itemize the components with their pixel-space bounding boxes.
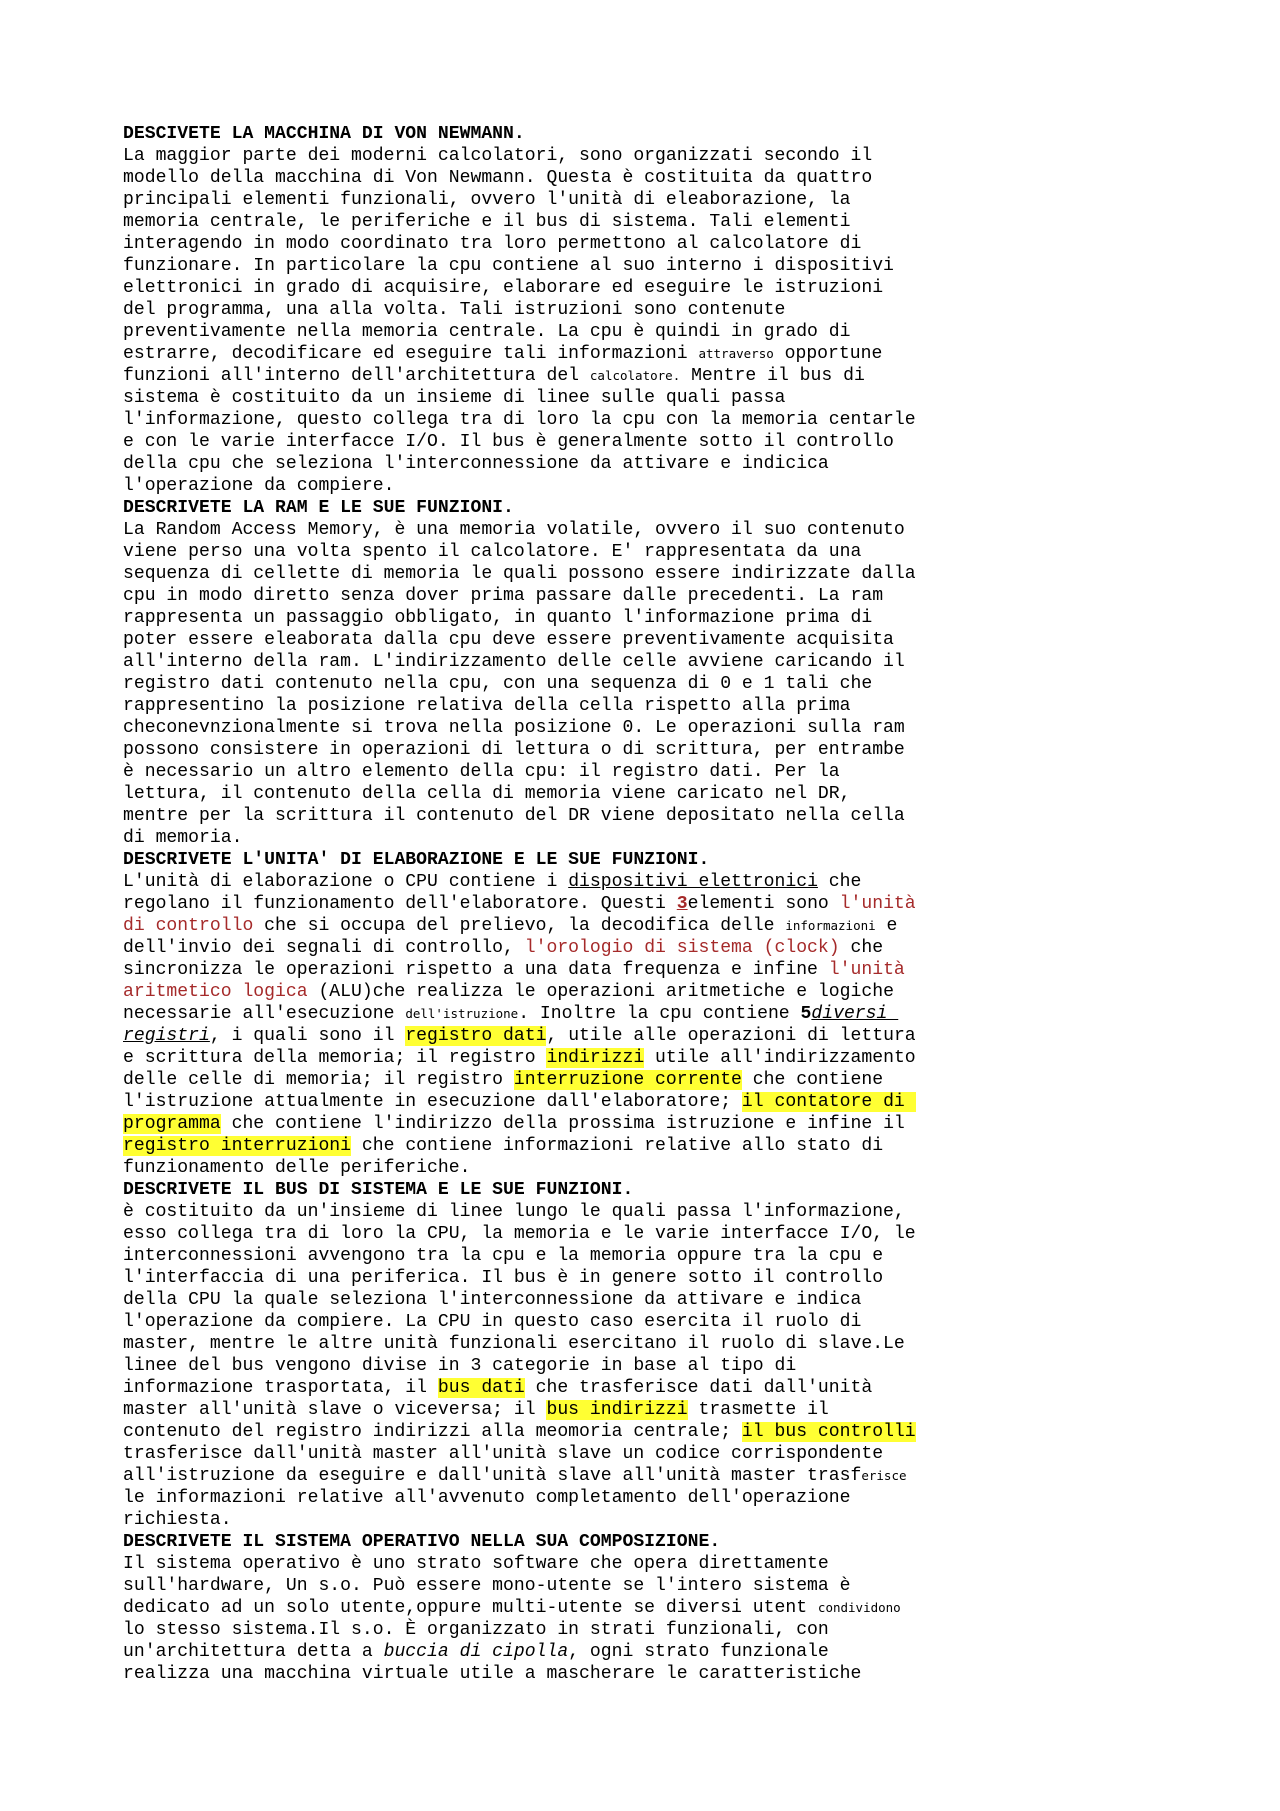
text-line	[123, 1003, 1163, 1025]
section-heading	[123, 849, 1163, 871]
small-text: condividono	[817, 1600, 901, 1615]
text-line	[123, 321, 1163, 343]
text-run: funzionare. In particolare la cpu contiene al suo interno i dispositivi	[123, 256, 894, 276]
text-run: dedicato ad un solo utente,oppure multi-utente se diversi utent	[123, 1598, 818, 1618]
text-line	[123, 981, 1163, 1003]
text-run: possono consistere in operazioni di lettura o di scrittura, per entrambe	[123, 740, 905, 760]
text-run: sull'hardware, Un s.o. Può essere mono-utente se l'intero sistema è	[123, 1576, 851, 1596]
text-run: interagendo in modo coordinato tra loro permettono al calcolatore di	[123, 234, 862, 254]
colored-text: aritmetico logica	[123, 982, 308, 1002]
text-run: master, mentre le altre unità funzionali esercitano il ruolo di slave.Le	[123, 1334, 905, 1354]
text-line	[123, 1201, 1163, 1223]
text-line	[123, 607, 1163, 629]
text-run: funzionamento delle periferiche.	[123, 1158, 471, 1178]
text-line	[123, 1597, 1163, 1619]
text-run: informazione trasportata, il	[123, 1378, 438, 1398]
text-line	[123, 1663, 1163, 1685]
italic-text: buccia di cipolla	[383, 1642, 569, 1662]
text-run: master all'unità slave o viceversa; il	[123, 1400, 547, 1420]
text-run: regolano il funzionamento dell'elaboratore. Questi	[123, 894, 677, 914]
text-run: utile all'indirizzamento	[644, 1048, 916, 1068]
text-run: funzioni all'interno dell'architettura del	[123, 366, 590, 386]
text-run: e scrittura della memoria; il registro	[123, 1048, 547, 1068]
text-run: un'architettura detta a	[123, 1642, 384, 1662]
underlined-text: diversi	[811, 1004, 899, 1024]
text-run: necessarie all'esecuzione	[123, 1004, 406, 1024]
text-line	[123, 761, 1163, 783]
text-run: che	[839, 938, 884, 958]
text-run: , ogni strato funzionale	[568, 1642, 829, 1662]
text-run: e	[875, 916, 898, 936]
text-run: sistema è costituito da un insieme di linee sulle quali passa	[123, 388, 786, 408]
text-run: all'istruzione da eseguire e dall'unità slave all'unità master trasf	[123, 1466, 862, 1486]
text-run: elementi sono	[687, 894, 840, 914]
text-run: realizza una macchina virtuale utile a mascherare le caratteristiche	[123, 1664, 862, 1684]
text-run: l'operazione da compiere. La CPU in questo caso esercita il ruolo di	[123, 1312, 862, 1332]
text-run: La Random Access Memory, è una memoria volatile, ovvero il suo contenuto	[123, 520, 905, 540]
text-run: del programma, una alla volta. Tali istruzioni sono contenute	[123, 300, 786, 320]
text-line	[123, 783, 1163, 805]
text-line	[123, 409, 1163, 431]
text-run: l'informazione, questo collega tra di loro la cpu con la memoria centarle	[123, 410, 916, 430]
text-line	[123, 1487, 1163, 1509]
highlighted-text: il contatore di	[741, 1092, 916, 1112]
highlighted-text: registro interruzioni	[123, 1136, 352, 1156]
highlighted-text: registro dati	[405, 1026, 547, 1046]
text-run: lettura, il contenuto della cella di memoria viene caricato nel DR,	[123, 784, 851, 804]
text-run: di memoria.	[123, 828, 243, 848]
text-run: , i quali sono il	[209, 1026, 406, 1046]
text-run: , utile alle operazioni di lettura	[546, 1026, 916, 1046]
text-run: l'operazione da compiere.	[123, 476, 395, 496]
bold-text: DESCRIVETE LA RAM E LE SUE FUNZIONI.	[123, 498, 514, 518]
text-run: rappresenta un passaggio obbligato, in quanto l'informazione prima di	[123, 608, 873, 628]
text-line	[123, 387, 1163, 409]
text-run: della cpu che seleziona l'interconnessione da attivare e indicica	[123, 454, 829, 474]
text-run: lo stesso sistema.Il s.o. È organizzato in strati funzionali, con	[123, 1620, 829, 1640]
text-line	[123, 915, 1163, 937]
text-line	[123, 343, 1163, 365]
bold-text: DESCRIVETE L'UNITA' DI ELABORAZIONE E LE SUE FUNZIONI.	[123, 850, 710, 870]
document-page	[123, 123, 1163, 1685]
text-line	[123, 1025, 1163, 1047]
highlighted-text: il bus controlli	[741, 1422, 916, 1442]
text-run: cpu in modo diretto senza dover prima passare dalle precedenti. La ram	[123, 586, 884, 606]
highlighted-text: bus indirizzi	[546, 1400, 688, 1420]
text-line	[123, 1377, 1163, 1399]
text-run: viene perso una volta spento il calcolatore. E' rappresentata da una	[123, 542, 862, 562]
text-run: estrarre, decodificare ed eseguire tali informazioni	[123, 344, 699, 364]
text-line	[123, 1421, 1163, 1443]
text-run: trasferisce dall'unità master all'unità slave un codice corrispondente	[123, 1444, 884, 1464]
text-run: che contiene	[741, 1070, 884, 1090]
text-run: l'istruzione attualmente in esecuzione dall'elaboratore;	[123, 1092, 742, 1112]
text-line	[123, 1223, 1163, 1245]
text-line	[123, 1641, 1163, 1663]
text-line	[123, 563, 1163, 585]
text-run: preventivamente nella memoria centrale. La cpu è quindi in grado di	[123, 322, 851, 342]
text-line	[123, 1619, 1163, 1641]
text-line	[123, 1399, 1163, 1421]
text-run: La maggior parte dei moderni calcolatori, sono organizzati secondo il	[123, 146, 873, 166]
text-run: richiesta.	[123, 1510, 232, 1530]
section-heading	[123, 1179, 1163, 1201]
text-run: poter essere eleaborata dalla cpu deve essere preventivamente acquisita	[123, 630, 894, 650]
text-line	[123, 805, 1163, 827]
text-run: è necessario un altro elemento della cpu: il registro dati. Per la	[123, 762, 840, 782]
text-run: che si occupa del prelievo, la decodifica delle	[253, 916, 786, 936]
colored-text: l'unità	[839, 894, 916, 914]
text-line	[123, 1069, 1163, 1091]
text-run: esso collega tra di loro la CPU, la memoria e le varie interfacce I/O, le	[123, 1224, 916, 1244]
text-run: Mentre il bus di	[680, 366, 865, 386]
text-run: le informazioni relative all'avvenuto completamento dell'operazione	[123, 1488, 851, 1508]
text-run: Il sistema operativo è uno strato software che opera direttamente	[123, 1554, 829, 1574]
bold-text: DESCRIVETE IL BUS DI SISTEMA E LE SUE FUNZIONI.	[123, 1180, 634, 1200]
bold-text: DESCIVETE LA MACCHINA DI VON NEWMANN.	[123, 124, 525, 144]
text-line	[123, 431, 1163, 453]
text-run: elettronici in grado di acquisire, elaborare ed eseguire le istruzioni	[123, 278, 884, 298]
text-run: che contiene l'indirizzo della prossima istruzione e infine il	[220, 1114, 905, 1134]
colored-text: di controllo	[123, 916, 254, 936]
text-line	[123, 277, 1163, 299]
text-line	[123, 475, 1163, 497]
text-line	[123, 1157, 1163, 1179]
text-run: registro dati contenuto nella cpu, con una sequenza di 0 e 1 tali che	[123, 674, 873, 694]
text-run: L'unità di elaborazione o CPU contiene i	[123, 872, 569, 892]
text-run: opportune	[773, 344, 883, 364]
text-line	[123, 211, 1163, 233]
text-run: contenuto del registro indirizzi alla meomoria centrale;	[123, 1422, 742, 1442]
text-run: mentre per la scrittura il contenuto del DR viene depositato nella cella	[123, 806, 905, 826]
text-line	[123, 1355, 1163, 1377]
text-run: modello della macchina di Von Newmann. Questa è costituita da quattro	[123, 168, 873, 188]
text-line	[123, 827, 1163, 849]
text-run: all'interno della ram. L'indirizzamento delle celle avviene caricando il	[123, 652, 905, 672]
text-line	[123, 145, 1163, 167]
text-run: della CPU la quale seleziona l'interconnessione da attivare e indica	[123, 1290, 862, 1310]
highlighted-text: bus dati	[437, 1378, 525, 1398]
underlined-text: dispositivi elettronici	[568, 872, 818, 892]
text-line	[123, 453, 1163, 475]
text-line	[123, 1575, 1163, 1597]
text-line	[123, 651, 1163, 673]
text-run: memoria centrale, le periferiche e il bus di sistema. Tali elementi	[123, 212, 851, 232]
text-line	[123, 167, 1163, 189]
text-line	[123, 299, 1163, 321]
bold-text: DESCRIVETE IL SISTEMA OPERATIVO NELLA SUA COMPOSIZIONE.	[123, 1532, 721, 1552]
text-line	[123, 519, 1163, 541]
text-run: checonevnzionalmente si trova nella posizione 0. Le operazioni sulla ram	[123, 718, 905, 738]
text-line	[123, 1267, 1163, 1289]
text-run: linee del bus vengono divise in 3 categorie in base al tipo di	[123, 1356, 797, 1376]
section-heading	[123, 123, 1163, 145]
text-line	[123, 871, 1163, 893]
text-line	[123, 1443, 1163, 1465]
text-run: (ALU)che realizza le operazioni aritmetiche e logiche	[307, 982, 894, 1002]
underlined-text: registri	[123, 1026, 210, 1046]
text-line	[123, 1091, 1163, 1113]
text-line	[123, 695, 1163, 717]
text-line	[123, 233, 1163, 255]
small-text: erisce	[861, 1468, 907, 1483]
text-line	[123, 937, 1163, 959]
text-line	[123, 365, 1163, 387]
section-heading	[123, 497, 1163, 519]
small-text: calcolatore.	[589, 368, 681, 383]
text-line	[123, 189, 1163, 211]
text-line	[123, 1311, 1163, 1333]
small-text: attraverso	[698, 346, 774, 361]
text-run: che contiene informazioni relative allo stato di	[351, 1136, 884, 1156]
text-run: sincronizza le operazioni rispetto a una data frequenza e infine	[123, 960, 829, 980]
text-run: principali elementi funzionali, ovvero l'unità di eleaborazione, la	[123, 190, 851, 210]
text-line	[123, 541, 1163, 563]
section-heading	[123, 1531, 1163, 1553]
highlighted-text: interruzione corrente	[513, 1070, 742, 1090]
text-run: delle celle di memoria; il registro	[123, 1070, 514, 1090]
text-line	[123, 585, 1163, 607]
text-run: interconnessioni avvengono tra la cpu e la memoria oppure tra la cpu e	[123, 1246, 884, 1266]
text-line	[123, 255, 1163, 277]
colored-text: l'unità	[828, 960, 905, 980]
highlighted-text: indirizzi	[546, 1048, 645, 1068]
text-run: che	[817, 872, 862, 892]
text-line	[123, 1135, 1163, 1157]
text-line	[123, 1509, 1163, 1531]
text-run: l'interfaccia di una periferica. Il bus è in genere sotto il controllo	[123, 1268, 884, 1288]
colored-text: l'orologio di sistema (clock)	[524, 938, 840, 958]
text-line	[123, 673, 1163, 695]
text-run: trasmette il	[687, 1400, 829, 1420]
text-run: è costituito da un'insieme di linee lungo le quali passa l'informazione,	[123, 1202, 905, 1222]
text-run: rappresentino la posizione relativa della cella rispetto alla prima	[123, 696, 851, 716]
highlighted-text: programma	[123, 1114, 221, 1134]
text-line	[123, 739, 1163, 761]
text-run: sequenza di cellette di memoria le quali possono essere indirizzate dalla	[123, 564, 916, 584]
text-line	[123, 629, 1163, 651]
text-line	[123, 1245, 1163, 1267]
text-line	[123, 893, 1163, 915]
small-text: dell'istruzione	[405, 1006, 519, 1021]
text-run: . Inoltre la cpu contiene	[518, 1004, 801, 1024]
small-text: informazioni	[785, 918, 876, 933]
text-run: che trasferisce dati dall'unità	[524, 1378, 873, 1398]
text-run: e con le varie interfacce I/O. Il bus è generalmente sotto il controllo	[123, 432, 894, 452]
text-line	[123, 959, 1163, 981]
text-line	[123, 1289, 1163, 1311]
colored-text: 3	[676, 894, 688, 914]
text-line	[123, 1553, 1163, 1575]
text-line	[123, 1465, 1163, 1487]
text-line	[123, 1047, 1163, 1069]
text-run: dell'invio dei segnali di controllo,	[123, 938, 525, 958]
text-line	[123, 1333, 1163, 1355]
bold-text: 5	[800, 1004, 812, 1024]
text-line	[123, 717, 1163, 739]
text-line	[123, 1113, 1163, 1135]
